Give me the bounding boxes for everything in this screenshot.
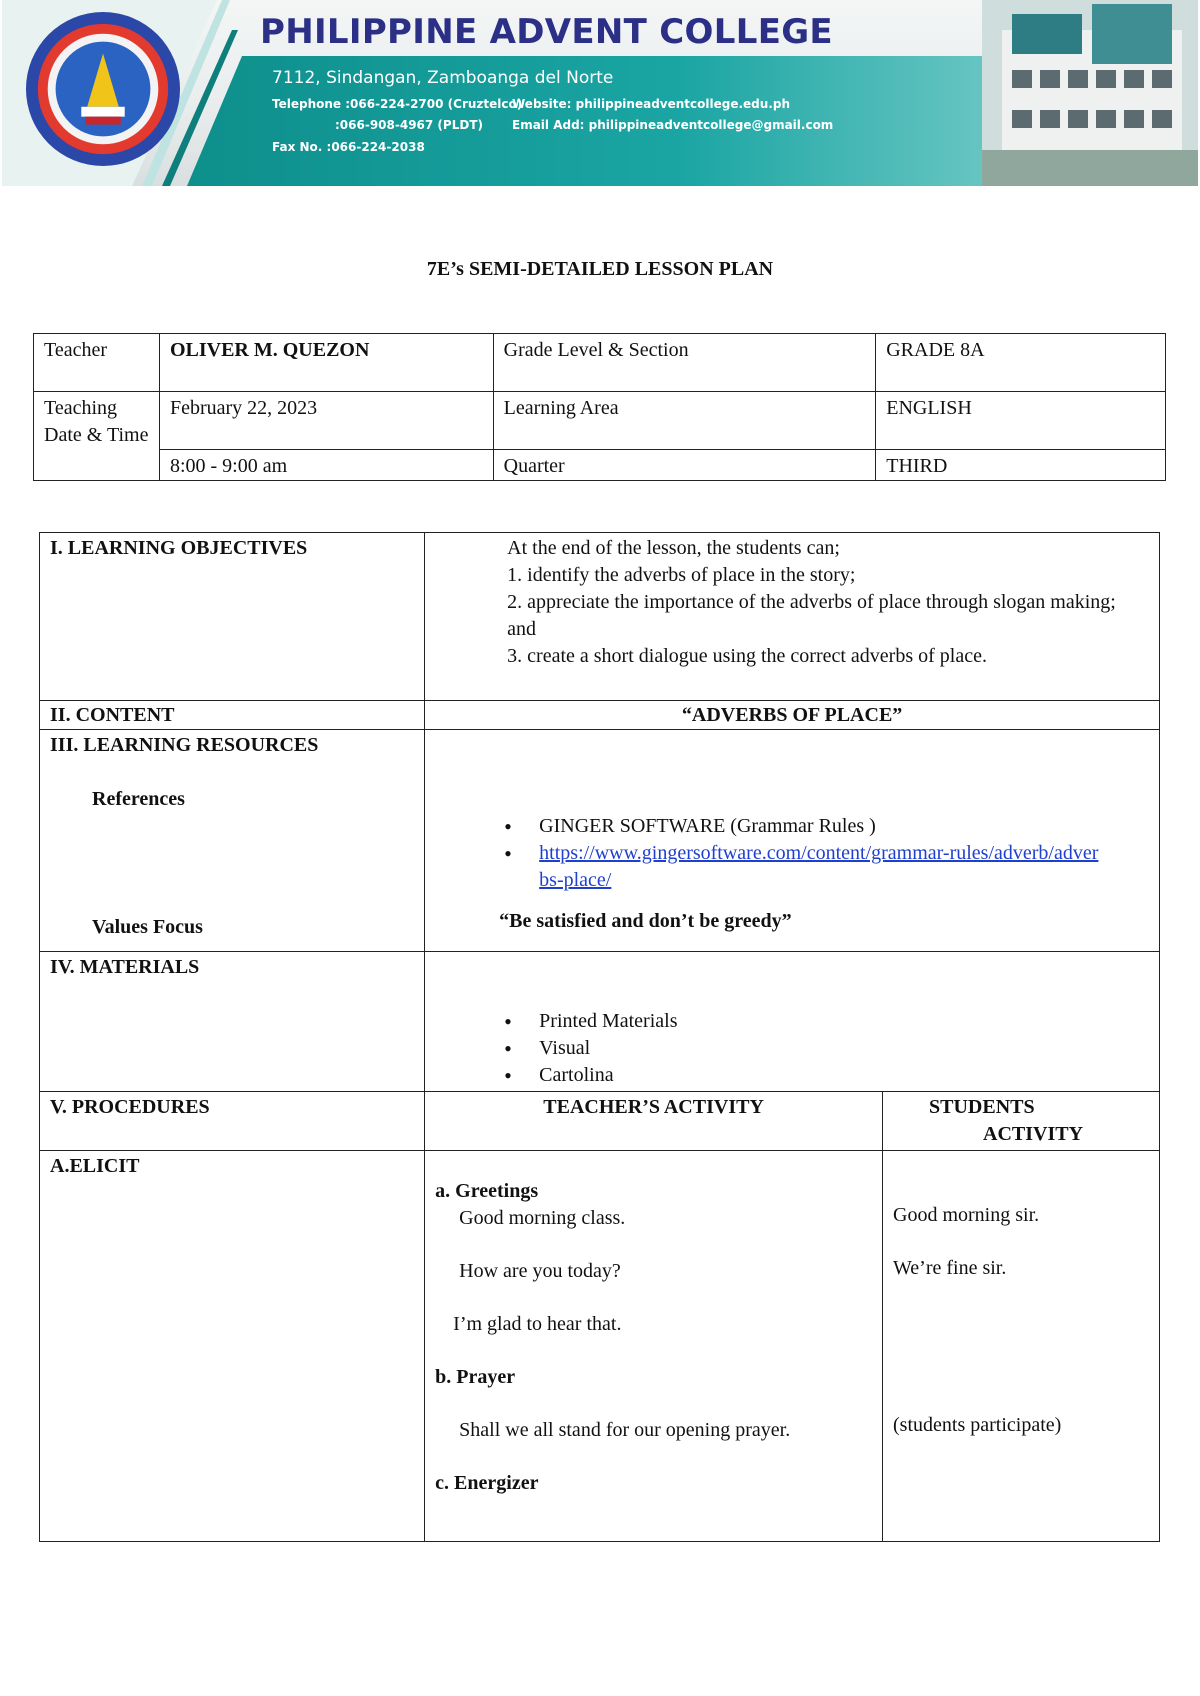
materials-cell (425, 952, 1160, 1092)
table-row (40, 701, 1160, 730)
school-address: 7112, Sindangan, Zamboanga del Norte (272, 68, 614, 88)
area-label: Learning Area (493, 392, 876, 450)
teacher-line: Shall we all stand for our opening prayer. (459, 1419, 791, 1441)
date-label: Teaching Date & Time (34, 392, 160, 481)
email-address: Email Add: philippineadventcollege@gmail.com (512, 118, 834, 132)
reference-link[interactable]: https://www.gingersoftware.com/content/grammar-rules/adverb/adverbs-place/ (539, 842, 1099, 891)
list-item: • Visual (499, 1035, 1149, 1062)
student-line: (students participate) (893, 1414, 1062, 1436)
table-row (40, 533, 1160, 701)
elicit-label: A.ELICIT (40, 1151, 425, 1542)
values-label: Values Focus (92, 916, 203, 938)
teacher-activity-cell (425, 1151, 883, 1542)
teacher-label: Teacher (34, 334, 160, 392)
grade-label: Grade Level & Section (493, 334, 876, 392)
table-row (34, 392, 1166, 450)
quarter-value: THIRD (876, 450, 1166, 481)
campus-building-icon (982, 0, 1198, 186)
grade-value: GRADE 8A (876, 334, 1166, 392)
students-activity-header (883, 1092, 1160, 1151)
list-item: • Printed Materials (499, 1008, 1149, 1035)
resources-label: III. LEARNING RESOURCES (50, 734, 319, 756)
quarter-label: Quarter (493, 450, 876, 481)
student-line: We’re fine sir. (893, 1257, 1007, 1279)
school-name: PHILIPPINE ADVENT COLLEGE (260, 12, 833, 52)
table-row (34, 334, 1166, 392)
list-item (499, 840, 1099, 894)
list-item: • GINGER SOFTWARE (Grammar Rules ) (499, 813, 1149, 840)
prayer-label: b. Prayer (435, 1366, 516, 1388)
objectives-cell (425, 533, 1160, 701)
telephone-2: :066-908-4967 (PLDT) (335, 118, 483, 132)
time-value: 8:00 - 9:00 am (159, 450, 493, 481)
lesson-info-table (33, 333, 1166, 481)
list-item: • Cartolina (499, 1062, 1149, 1089)
greetings-label: a. Greetings (435, 1180, 539, 1202)
table-row (40, 952, 1160, 1092)
references-cell (425, 730, 1160, 952)
objectives-label: I. LEARNING OBJECTIVES (40, 533, 425, 701)
telephone-1: Telephone :066-224-2700 (Cruztelco) (272, 97, 523, 111)
content-label: II. CONTENT (40, 701, 425, 730)
lesson-plan-table (39, 532, 1160, 1542)
students-activity-cell (883, 1151, 1160, 1542)
teacher-line: How are you today? (459, 1260, 621, 1282)
table-row (40, 1151, 1160, 1542)
objectives-intro: At the end of the lesson, the students can; (507, 537, 840, 559)
procedures-label: V. PROCEDURES (40, 1092, 425, 1151)
table-row (40, 1092, 1160, 1151)
content-value: “ADVERBS OF PLACE” (425, 701, 1160, 730)
date-value: February 22, 2023 (159, 392, 493, 450)
student-line: Good morning sir. (893, 1204, 1040, 1226)
values-value: “Be satisfied and don’t be greedy” (499, 910, 792, 932)
energizer-label: c. Energizer (435, 1472, 539, 1494)
website: Website: philippineadventcollege.edu.ph (512, 97, 790, 111)
teacher-line: Good morning class. (459, 1207, 626, 1229)
table-row (40, 730, 1160, 952)
table-row (34, 450, 1166, 481)
resources-cell (40, 730, 425, 952)
materials-label: IV. MATERIALS (40, 952, 425, 1092)
students-activity-label-1: STUDENTS (929, 1096, 1035, 1118)
teacher-value: OLIVER M. QUEZON (159, 334, 493, 392)
objective-item: 2. appreciate the importance of the adverbs of place through slogan making; and (507, 591, 1116, 640)
teacher-line: I’m glad to hear that. (453, 1313, 622, 1335)
objective-item: 3. create a short dialogue using the correct adverbs of place. (507, 645, 987, 667)
header-banner (2, 0, 1198, 186)
students-activity-label-2: ACTIVITY (983, 1123, 1084, 1145)
references-list (499, 813, 1149, 894)
fax-number: Fax No. :066-224-2038 (272, 140, 425, 154)
school-seal-icon (24, 10, 182, 168)
objective-item: 1. identify the adverbs of place in the story; (507, 564, 856, 586)
teacher-activity-label: TEACHER’S ACTIVITY (425, 1092, 883, 1151)
materials-list (499, 1008, 1149, 1089)
document-title: 7E’s SEMI-DETAILED LESSON PLAN (426, 258, 774, 280)
area-value: ENGLISH (876, 392, 1166, 450)
references-label: References (92, 788, 185, 810)
